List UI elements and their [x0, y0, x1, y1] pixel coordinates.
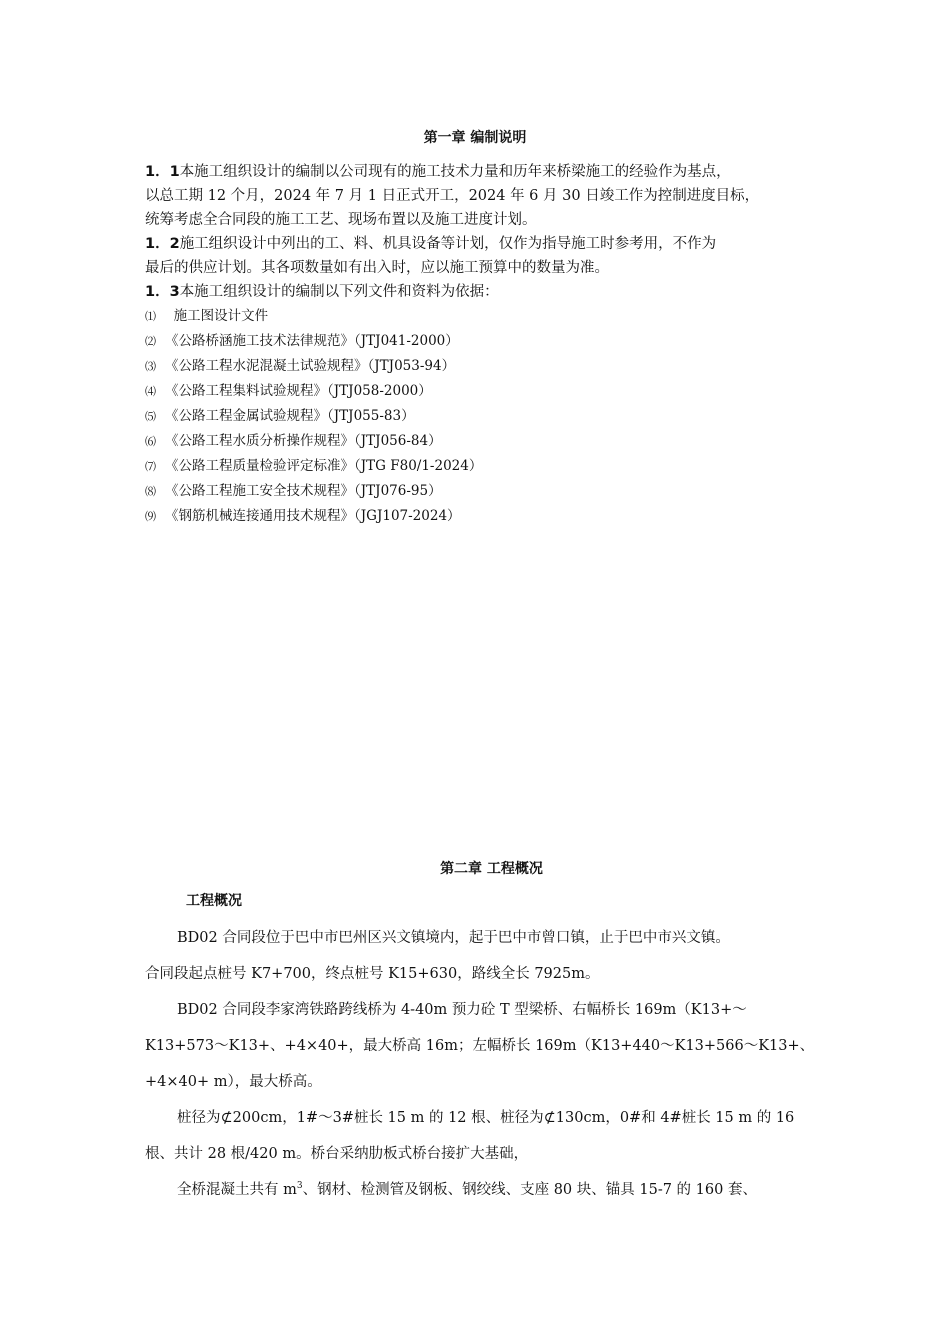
chapter2-body: [145, 920, 845, 1208]
reference-text: 《公路工程水质分析操作规程》（JTJ056-84）: [165, 433, 442, 449]
paragraph-number: 1．1: [145, 164, 180, 180]
reference-text: 《公路工程施工安全技术规程》（JTJ076-95）: [165, 483, 442, 499]
paragraph-text-line: 根、共计 28 根/420 m。桥台采纳肋板式桥台接扩大基础，: [145, 1146, 529, 1162]
reference-item: [145, 504, 815, 529]
paragraph-text: 本施工组织设计的编制以公司现有的施工技术力量和历年来桥梁施工的经验作为基点，: [179, 164, 731, 180]
paragraph-text-line: 桩径为⊄200cm，1#～3#桩长 15 m 的 12 根、桩径为⊄130cm，0#和 4#桩长 15 m 的 16: [177, 1110, 795, 1126]
reference-mark: ⑵: [145, 335, 156, 348]
paragraph-text-line: [145, 1172, 845, 1208]
text-run: 全桥混凝土共有 m: [177, 1182, 297, 1198]
reference-item: [145, 329, 815, 354]
chapter1-body: [145, 160, 815, 529]
reference-text: 施工图设计文件: [165, 308, 269, 324]
paragraph-1-3: [145, 280, 815, 304]
paragraph-text-line: +4×40+ m），最大桥高。: [145, 1074, 322, 1090]
reference-mark: ⑷: [145, 385, 156, 398]
paragraph-1-2: [145, 232, 815, 256]
paragraph-text-line: 统筹考虑全合同段的施工工艺、现场布置以及施工进度计划。: [145, 212, 537, 228]
reference-item: [145, 429, 815, 454]
paragraph-text-line: K13+573～K13+、+4×40+，最大桥高 16m；左幅桥长 169m（K13+440～K13+566～K13+、: [145, 1038, 815, 1054]
reference-mark: ⑶: [145, 360, 156, 373]
reference-mark: ⑴: [145, 310, 156, 323]
reference-item: [145, 454, 815, 479]
section-heading: 工程概况: [186, 893, 242, 909]
chapter2-title: 第二章 工程概况: [440, 861, 543, 877]
reference-item: [145, 354, 815, 379]
reference-text: 《公路工程水泥混凝土试验规程》（JTJ053-94）: [165, 358, 456, 374]
paragraph-1-1: [145, 160, 815, 184]
superscript: 3: [296, 1181, 303, 1191]
reference-item: [145, 304, 815, 329]
paragraph-text-line: 最后的供应计划。其各项数量如有出入时，应以施工预算中的数量为准。: [145, 260, 609, 276]
reference-item: [145, 479, 815, 504]
reference-text: 《公路工程金属试验规程》（JTJ055-83）: [165, 408, 415, 424]
reference-mark: ⑸: [145, 410, 156, 423]
reference-text: 《公路桥涵施工技术法律规范》（JTJ041-2000）: [165, 333, 459, 349]
paragraph-text-line: BD02 合同段李家湾铁路跨线桥为 4-40m 预力砼 T 型梁桥、右幅桥长 169m（K13+～: [177, 1002, 747, 1018]
reference-text: 《公路工程集料试验规程》（JTJ058-2000）: [165, 383, 432, 399]
reference-mark: ⑻: [145, 485, 156, 498]
paragraph-text: 施工组织设计中列出的工、料、机具设备等计划，仅作为指导施工时参考用，不作为: [179, 236, 717, 252]
paragraph-text-line: 合同段起点桩号 K7+700，终点桩号 K15+630，路线全长 7925m。: [145, 966, 600, 982]
reference-mark: ⑺: [145, 460, 156, 473]
reference-text: 《公路工程质量检验评定标准》（JTG F80/1-2024）: [165, 458, 483, 474]
text-run: 、钢材、检测管及钢板、钢绞线、支座 80 块、锚具 15-7 的 160 套、: [302, 1182, 757, 1198]
chapter1-title: 第一章 编制说明: [423, 130, 527, 146]
paragraph-text-line: 以总工期 12 个月，2024 年 7 月 1 日正式开工，2024 年 6 月 30 日竣工作为控制进度目标，: [145, 188, 760, 204]
paragraph-number: 1．3: [145, 284, 180, 300]
paragraph-number: 1．2: [145, 236, 180, 252]
reference-text: 《钢筋机械连接通用技术规程》（JGJ107-2024）: [165, 508, 461, 524]
paragraph-text-line: BD02 合同段位于巴中市巴州区兴文镇境内，起于巴中市曾口镇，止于巴中市兴文镇。: [177, 930, 730, 946]
reference-mark: ⑹: [145, 435, 156, 448]
reference-item: [145, 404, 815, 429]
paragraph-text: 本施工组织设计的编制以下列文件和资料为依据：: [179, 284, 499, 300]
reference-item: [145, 379, 815, 404]
reference-mark: ⑼: [145, 510, 156, 523]
